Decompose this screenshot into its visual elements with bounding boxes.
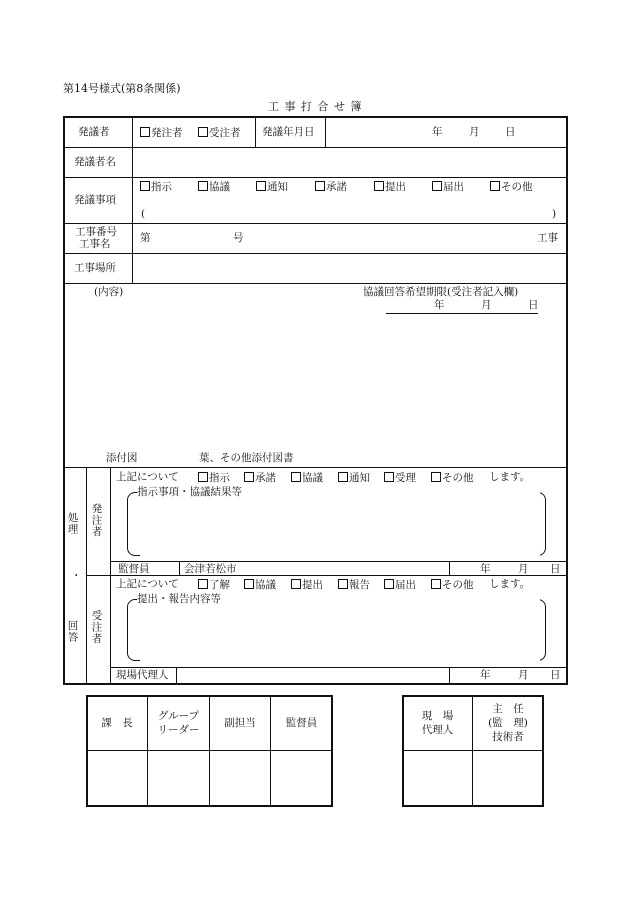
matter-option[interactable] xyxy=(490,181,533,193)
matter-option[interactable] xyxy=(256,181,288,193)
checkbox-icon xyxy=(432,181,442,191)
orderer-option[interactable] xyxy=(291,472,323,484)
contractor-option[interactable] xyxy=(198,579,230,591)
supervisor-year: 年 xyxy=(480,563,491,575)
work-number-prefix: 第 xyxy=(140,232,151,244)
contractor-option[interactable] xyxy=(291,579,323,591)
stamp-header-site-agent: 現 場 代理人 xyxy=(421,709,454,736)
orderer-option-label: 協議 xyxy=(302,472,323,484)
contractor-option[interactable] xyxy=(338,579,370,591)
stamp-header-section-chief: 課 長 xyxy=(101,716,133,729)
stamp-header-sub-manager: 副担当 xyxy=(224,716,256,729)
processing-dot: ・ xyxy=(71,570,82,582)
orderer-option-label: 指示 xyxy=(209,472,230,484)
deadline-year: 年 xyxy=(434,299,445,311)
contractor-option-label: 届出 xyxy=(395,579,416,591)
checkbox-icon xyxy=(256,181,266,191)
orderer-tail: します。 xyxy=(489,471,531,483)
proposer-name-label: 発議者名 xyxy=(74,156,116,168)
matter-option-label: 協議 xyxy=(209,181,230,193)
proposer-option-orderer[interactable]: 発注者 xyxy=(140,127,183,139)
deadline-underline xyxy=(386,313,538,314)
checkbox-icon xyxy=(291,472,301,482)
agent-year: 年 xyxy=(480,669,491,681)
site-agent-label: 現場代理人 xyxy=(116,669,169,681)
checkbox-icon xyxy=(431,472,441,482)
contractor-bracket-title: 提出・報告内容等 xyxy=(137,594,224,605)
contractor-option[interactable] xyxy=(431,579,474,591)
matter-option-label: その他 xyxy=(501,181,533,193)
work-place-label: 工事場所 xyxy=(74,262,116,274)
agent-day: 日 xyxy=(550,669,561,681)
deadline-day: 日 xyxy=(528,299,539,311)
matter-paren-close: ) xyxy=(552,208,557,220)
checkbox-icon xyxy=(198,181,208,191)
checkbox-icon xyxy=(244,579,254,589)
checkbox-icon xyxy=(315,181,325,191)
orderer-label: 発注者 xyxy=(90,503,103,538)
form-title: 工 事 打 合 せ 簿 xyxy=(268,100,363,113)
work-number-suffix: 号 xyxy=(233,232,244,244)
contractor-option-label: その他 xyxy=(442,579,474,591)
matter-paren-open: ( xyxy=(141,208,146,220)
checkbox-icon xyxy=(431,579,441,589)
orderer-option[interactable] xyxy=(338,472,370,484)
checkbox-icon xyxy=(338,579,348,589)
orderer-lead: 上記について xyxy=(116,471,179,483)
checkbox-icon xyxy=(374,181,384,191)
deadline-month: 月 xyxy=(481,299,492,311)
matter-option-label: 承諾 xyxy=(326,181,347,193)
contractor-option-label: 了解 xyxy=(209,579,230,591)
contractor-lead: 上記について xyxy=(116,578,179,590)
checkbox-icon xyxy=(244,472,254,482)
answer-label: 回答 xyxy=(66,620,79,643)
checkbox-icon xyxy=(198,472,208,482)
matter-option[interactable] xyxy=(140,181,172,193)
stamp-header-group-leader: グループ リーダー xyxy=(157,709,200,736)
matter-option[interactable] xyxy=(315,181,347,193)
agent-month: 月 xyxy=(518,669,529,681)
date-year: 年 xyxy=(432,126,443,138)
matter-option-label: 通知 xyxy=(267,181,288,193)
contractor-option-label: 提出 xyxy=(302,579,323,591)
work-name-label: 工事名 xyxy=(79,238,111,250)
checkbox-icon xyxy=(338,472,348,482)
orderer-bracket xyxy=(127,492,546,556)
matter-option[interactable] xyxy=(432,181,464,193)
proposer-option-contractor[interactable]: 受注者 xyxy=(198,127,241,139)
orderer-option[interactable] xyxy=(244,472,276,484)
contractor-option-label: 報告 xyxy=(349,579,370,591)
checkbox-icon xyxy=(198,579,208,589)
content-label: (内容) xyxy=(94,286,124,298)
matter-option-label: 届出 xyxy=(443,181,464,193)
date-day: 日 xyxy=(505,126,516,138)
contractor-tail: します。 xyxy=(489,578,531,590)
proposer-label: 発議者 xyxy=(78,126,110,138)
supervisor-month: 月 xyxy=(518,563,529,575)
supervisor-value: 会津若松市 xyxy=(184,563,237,575)
contractor-label: 受注者 xyxy=(90,610,103,645)
form-number: 第14号様式(第8条関係) xyxy=(63,82,181,95)
orderer-option[interactable] xyxy=(198,472,230,484)
orderer-option[interactable] xyxy=(431,472,474,484)
proposal-date-label: 発議年月日 xyxy=(262,126,315,138)
orderer-option-label: 受理 xyxy=(395,472,416,484)
checkbox-icon xyxy=(198,127,208,137)
contractor-option[interactable] xyxy=(244,579,276,591)
processing-label: 処理 xyxy=(66,512,79,535)
checkbox-icon xyxy=(384,472,394,482)
checkbox-icon xyxy=(140,127,150,137)
date-month: 月 xyxy=(469,126,480,138)
checkbox-icon xyxy=(291,579,301,589)
matter-label: 発議事項 xyxy=(74,194,116,206)
stamp-header-chief-engineer: 主 任 (監 理) 技術者 xyxy=(488,702,528,744)
matter-option-label: 提出 xyxy=(385,181,406,193)
checkbox-icon xyxy=(140,181,150,191)
orderer-option-label: その他 xyxy=(442,472,474,484)
stamp-header-supervisor: 監督員 xyxy=(285,716,318,729)
orderer-option[interactable] xyxy=(384,472,416,484)
orderer-bracket-title: 指示事項・協議結果等 xyxy=(137,487,245,498)
orderer-option-label: 通知 xyxy=(349,472,370,484)
work-number-label: 工事番号 xyxy=(75,226,117,238)
matter-option[interactable] xyxy=(198,181,230,193)
contractor-option[interactable] xyxy=(384,579,416,591)
supervisor-label: 監督員 xyxy=(118,563,150,575)
contractor-bracket xyxy=(127,599,546,661)
checkbox-icon xyxy=(384,579,394,589)
attachment-label: 添付図 xyxy=(106,452,138,464)
work-suffix: 工事 xyxy=(537,232,558,244)
orderer-option-label: 承諾 xyxy=(255,472,276,484)
attachment-text: 葉、その他添付図書 xyxy=(199,452,294,464)
contractor-option-label: 協議 xyxy=(255,579,276,591)
deadline-label: 協議回答希望期限(受注者記入欄) xyxy=(363,286,519,298)
supervisor-day: 日 xyxy=(550,563,561,575)
matter-option-label: 指示 xyxy=(151,181,172,193)
matter-option[interactable] xyxy=(374,181,406,193)
checkbox-icon xyxy=(490,181,500,191)
